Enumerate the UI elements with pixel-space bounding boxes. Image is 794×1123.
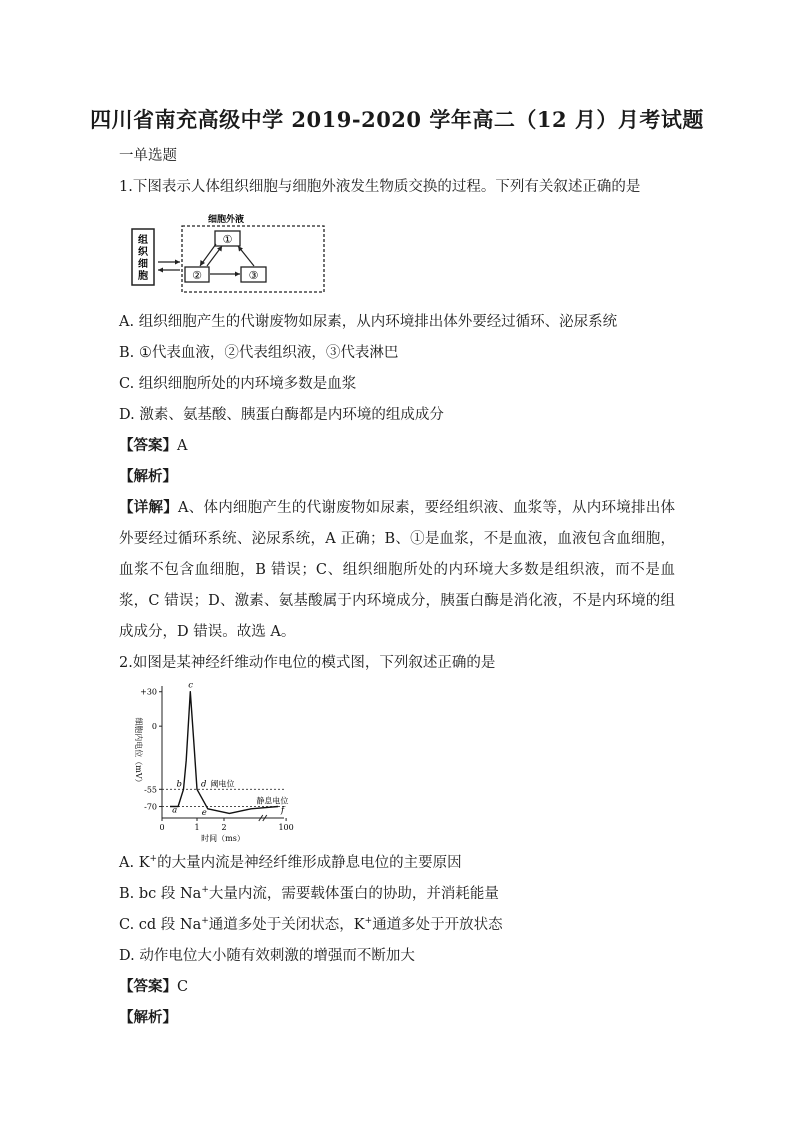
detail-tag: 【详解】 — [119, 499, 178, 516]
y-tick-label-3: -70 — [144, 802, 157, 812]
tissue-cell-char-4: 胞 — [138, 271, 148, 282]
node-3-label: ③ — [248, 269, 259, 282]
q1-answer — [119, 436, 187, 456]
answer-tag: 【答案】 — [119, 978, 177, 995]
extracellular-fluid-label: 细胞外液 — [207, 215, 245, 225]
q1-option-b: B. ①代表血液，②代表组织液，③代表淋巴 — [119, 345, 399, 361]
node-2-label: ② — [192, 269, 202, 282]
q1-analysis-tag — [119, 467, 177, 487]
point-label-f: f — [281, 805, 285, 816]
point-label-d: d — [201, 779, 207, 790]
reference-label-0: 阈电位 — [210, 779, 235, 789]
q1-detail-text: A、体内细胞产生的代谢废物如尿素，要经组织液、血浆等，从内环境排出体外要经过循环系统、泌尿系统，A 正确；B、①是血浆，不是血液，血液包含血细胞，血浆不包含血细胞，B 错误；C、组织细胞所处的内环境大多数是组织液，而不是血浆，C 错误；D、激素、氨基酸属于内环境成分，胰蛋白酶是消化液，不是内环境的组成成分，D 错误。故选 A。 — [119, 500, 676, 640]
q1-answer-value: A — [177, 438, 188, 454]
section-heading: 一单选题 — [119, 148, 177, 164]
q2-answer-value: C — [177, 979, 189, 995]
x-tick-label-0: 0 — [159, 823, 165, 832]
x-tick-label-3: 100 — [278, 823, 294, 832]
analysis-tag: 【解析】 — [119, 1009, 177, 1026]
tissue-cell-char-1: 组 — [138, 235, 148, 246]
action-potential-curve — [170, 692, 278, 814]
y-tick-label-2: -55 — [144, 785, 157, 795]
y-tick-label-1: 0 — [151, 722, 157, 732]
q1-option-d: D. 激素、氨基酸、胰蛋白酶都是内环境的组成成分 — [119, 407, 444, 423]
q2-answer — [119, 977, 188, 997]
x-axis-title: 时间（ms） — [201, 834, 245, 843]
point-label-b: b — [176, 779, 182, 790]
q1-option-a: A. 组织细胞产生的代谢废物如尿素，从内环境排出体外要经过循环、泌尿系统 — [119, 314, 618, 330]
q2-option-a: A. K+的大量内流是神经纤维形成静息电位的主要原因 — [119, 854, 462, 871]
question-1-stem: 1.下图表示人体组织细胞与细胞外液发生物质交换的过程。下列有关叙述正确的是 — [119, 179, 641, 195]
q2-analysis-tag — [119, 1008, 177, 1028]
analysis-tag: 【解析】 — [119, 468, 177, 485]
y-axis-title: 细胞内电位（mV） — [134, 717, 143, 787]
question-2-stem: 2.如图是某神经纤维动作电位的模式图，下列叙述正确的是 — [119, 655, 496, 671]
point-label-a: a — [172, 805, 178, 816]
q2-option-c: C. cd 段 Na+通道多处于关闭状态，K+通道多处于开放状态 — [119, 916, 503, 933]
point-label-e: e — [201, 807, 207, 818]
y-tick-label-0: +30 — [140, 687, 157, 697]
tissue-cell-char-3: 细 — [138, 259, 148, 270]
q2-option-b: B. bc 段 Na+大量内流，需要载体蛋白的协助，并消耗能量 — [119, 885, 499, 902]
q1-detail — [119, 492, 675, 648]
page-title: 四川省南充高级中学 2019-2020 学年高二（12 月）月考试题 — [90, 107, 704, 132]
x-tick-label-1: 1 — [194, 823, 200, 832]
q2-option-d: D. 动作电位大小随有效刺激的增强而不断加大 — [119, 948, 415, 964]
action-potential-chart — [126, 680, 294, 843]
point-label-c: c — [188, 680, 194, 691]
answer-tag: 【答案】 — [119, 437, 177, 454]
fluid-exchange-diagram — [128, 214, 328, 296]
reference-label-1: 静息电位 — [256, 796, 289, 806]
q1-option-c: C. 组织细胞所处的内环境多数是血浆 — [119, 376, 357, 392]
tissue-cell-char-2: 织 — [138, 247, 148, 258]
node-1-label: ① — [222, 233, 233, 246]
x-tick-label-2: 2 — [221, 823, 227, 832]
